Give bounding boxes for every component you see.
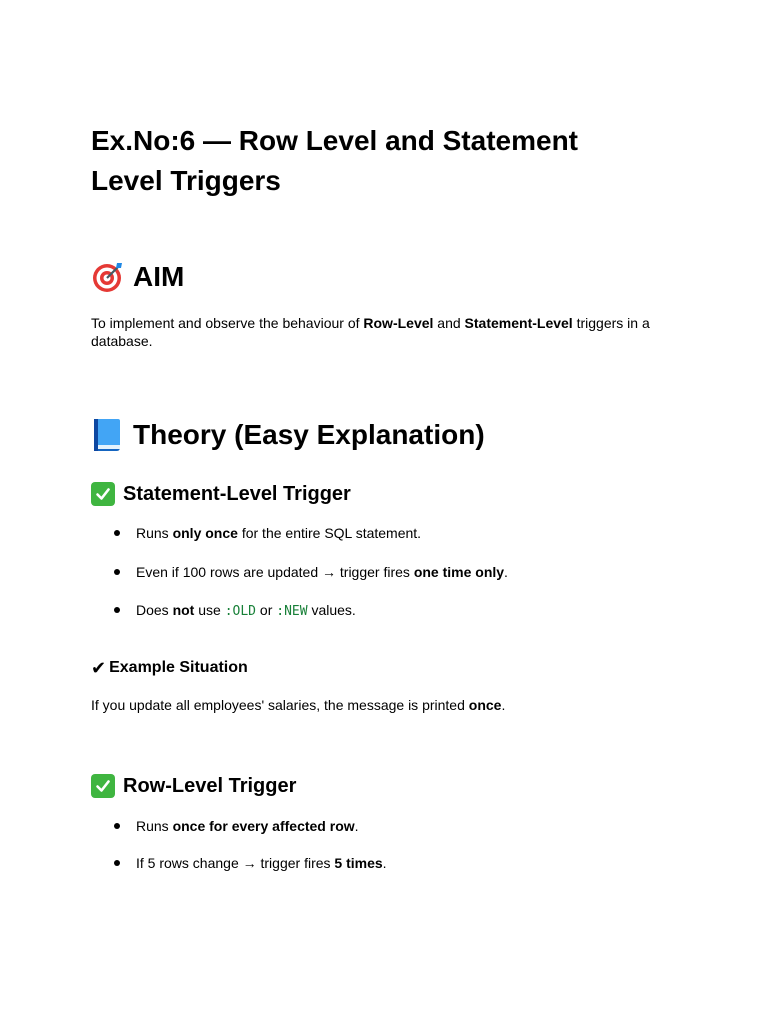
statement-level-heading bbox=[91, 480, 351, 508]
book-icon bbox=[91, 418, 123, 452]
tick-icon: ✔ bbox=[91, 658, 107, 678]
list-item: Does not use :OLD or :NEW values. bbox=[91, 601, 681, 619]
code-old: :OLD bbox=[224, 604, 257, 619]
statement-level-list bbox=[91, 524, 681, 542]
page-title: Ex.No:6 — Row Level and Statement Level Triggers bbox=[91, 125, 578, 196]
bullet-dot bbox=[114, 569, 120, 575]
example-text: If you update all employees' salaries, the message is printed once. bbox=[91, 697, 506, 713]
target-icon bbox=[91, 261, 123, 293]
bullet-dot bbox=[114, 823, 120, 829]
bullet-dot bbox=[114, 530, 120, 536]
example-heading bbox=[91, 657, 248, 679]
list-item: Even if 100 rows are updated → trigger fires one time only. bbox=[91, 563, 681, 581]
row-level-heading bbox=[91, 772, 296, 800]
aim-heading-label: AIM bbox=[133, 261, 185, 292]
aim-heading bbox=[91, 259, 184, 295]
bullet-dot bbox=[114, 860, 120, 866]
list-item: Runs only once for the entire SQL statement. bbox=[91, 524, 681, 542]
theory-heading-label: Theory (Easy Explanation) bbox=[133, 419, 485, 450]
code-new: :NEW bbox=[276, 604, 308, 619]
check-mark-icon bbox=[91, 774, 115, 798]
statement-level-heading-label: Statement-Level Trigger bbox=[123, 483, 351, 505]
statement-level-list bbox=[91, 601, 681, 619]
row-level-heading-label: Row-Level Trigger bbox=[123, 775, 297, 797]
bullet-dot bbox=[114, 607, 120, 613]
example-heading-label: Example Situation bbox=[109, 659, 248, 676]
row-level-list bbox=[91, 854, 681, 872]
list-item: Runs once for every affected row. bbox=[91, 817, 681, 835]
check-mark-icon bbox=[91, 482, 115, 506]
aim-text: To implement and observe the behaviour of Row-Level and Statement-Level triggers in a database. bbox=[91, 315, 650, 349]
theory-heading bbox=[91, 417, 485, 453]
row-level-list bbox=[91, 817, 681, 835]
statement-level-list bbox=[91, 563, 681, 581]
list-item: If 5 rows change → trigger fires 5 times. bbox=[91, 854, 681, 872]
